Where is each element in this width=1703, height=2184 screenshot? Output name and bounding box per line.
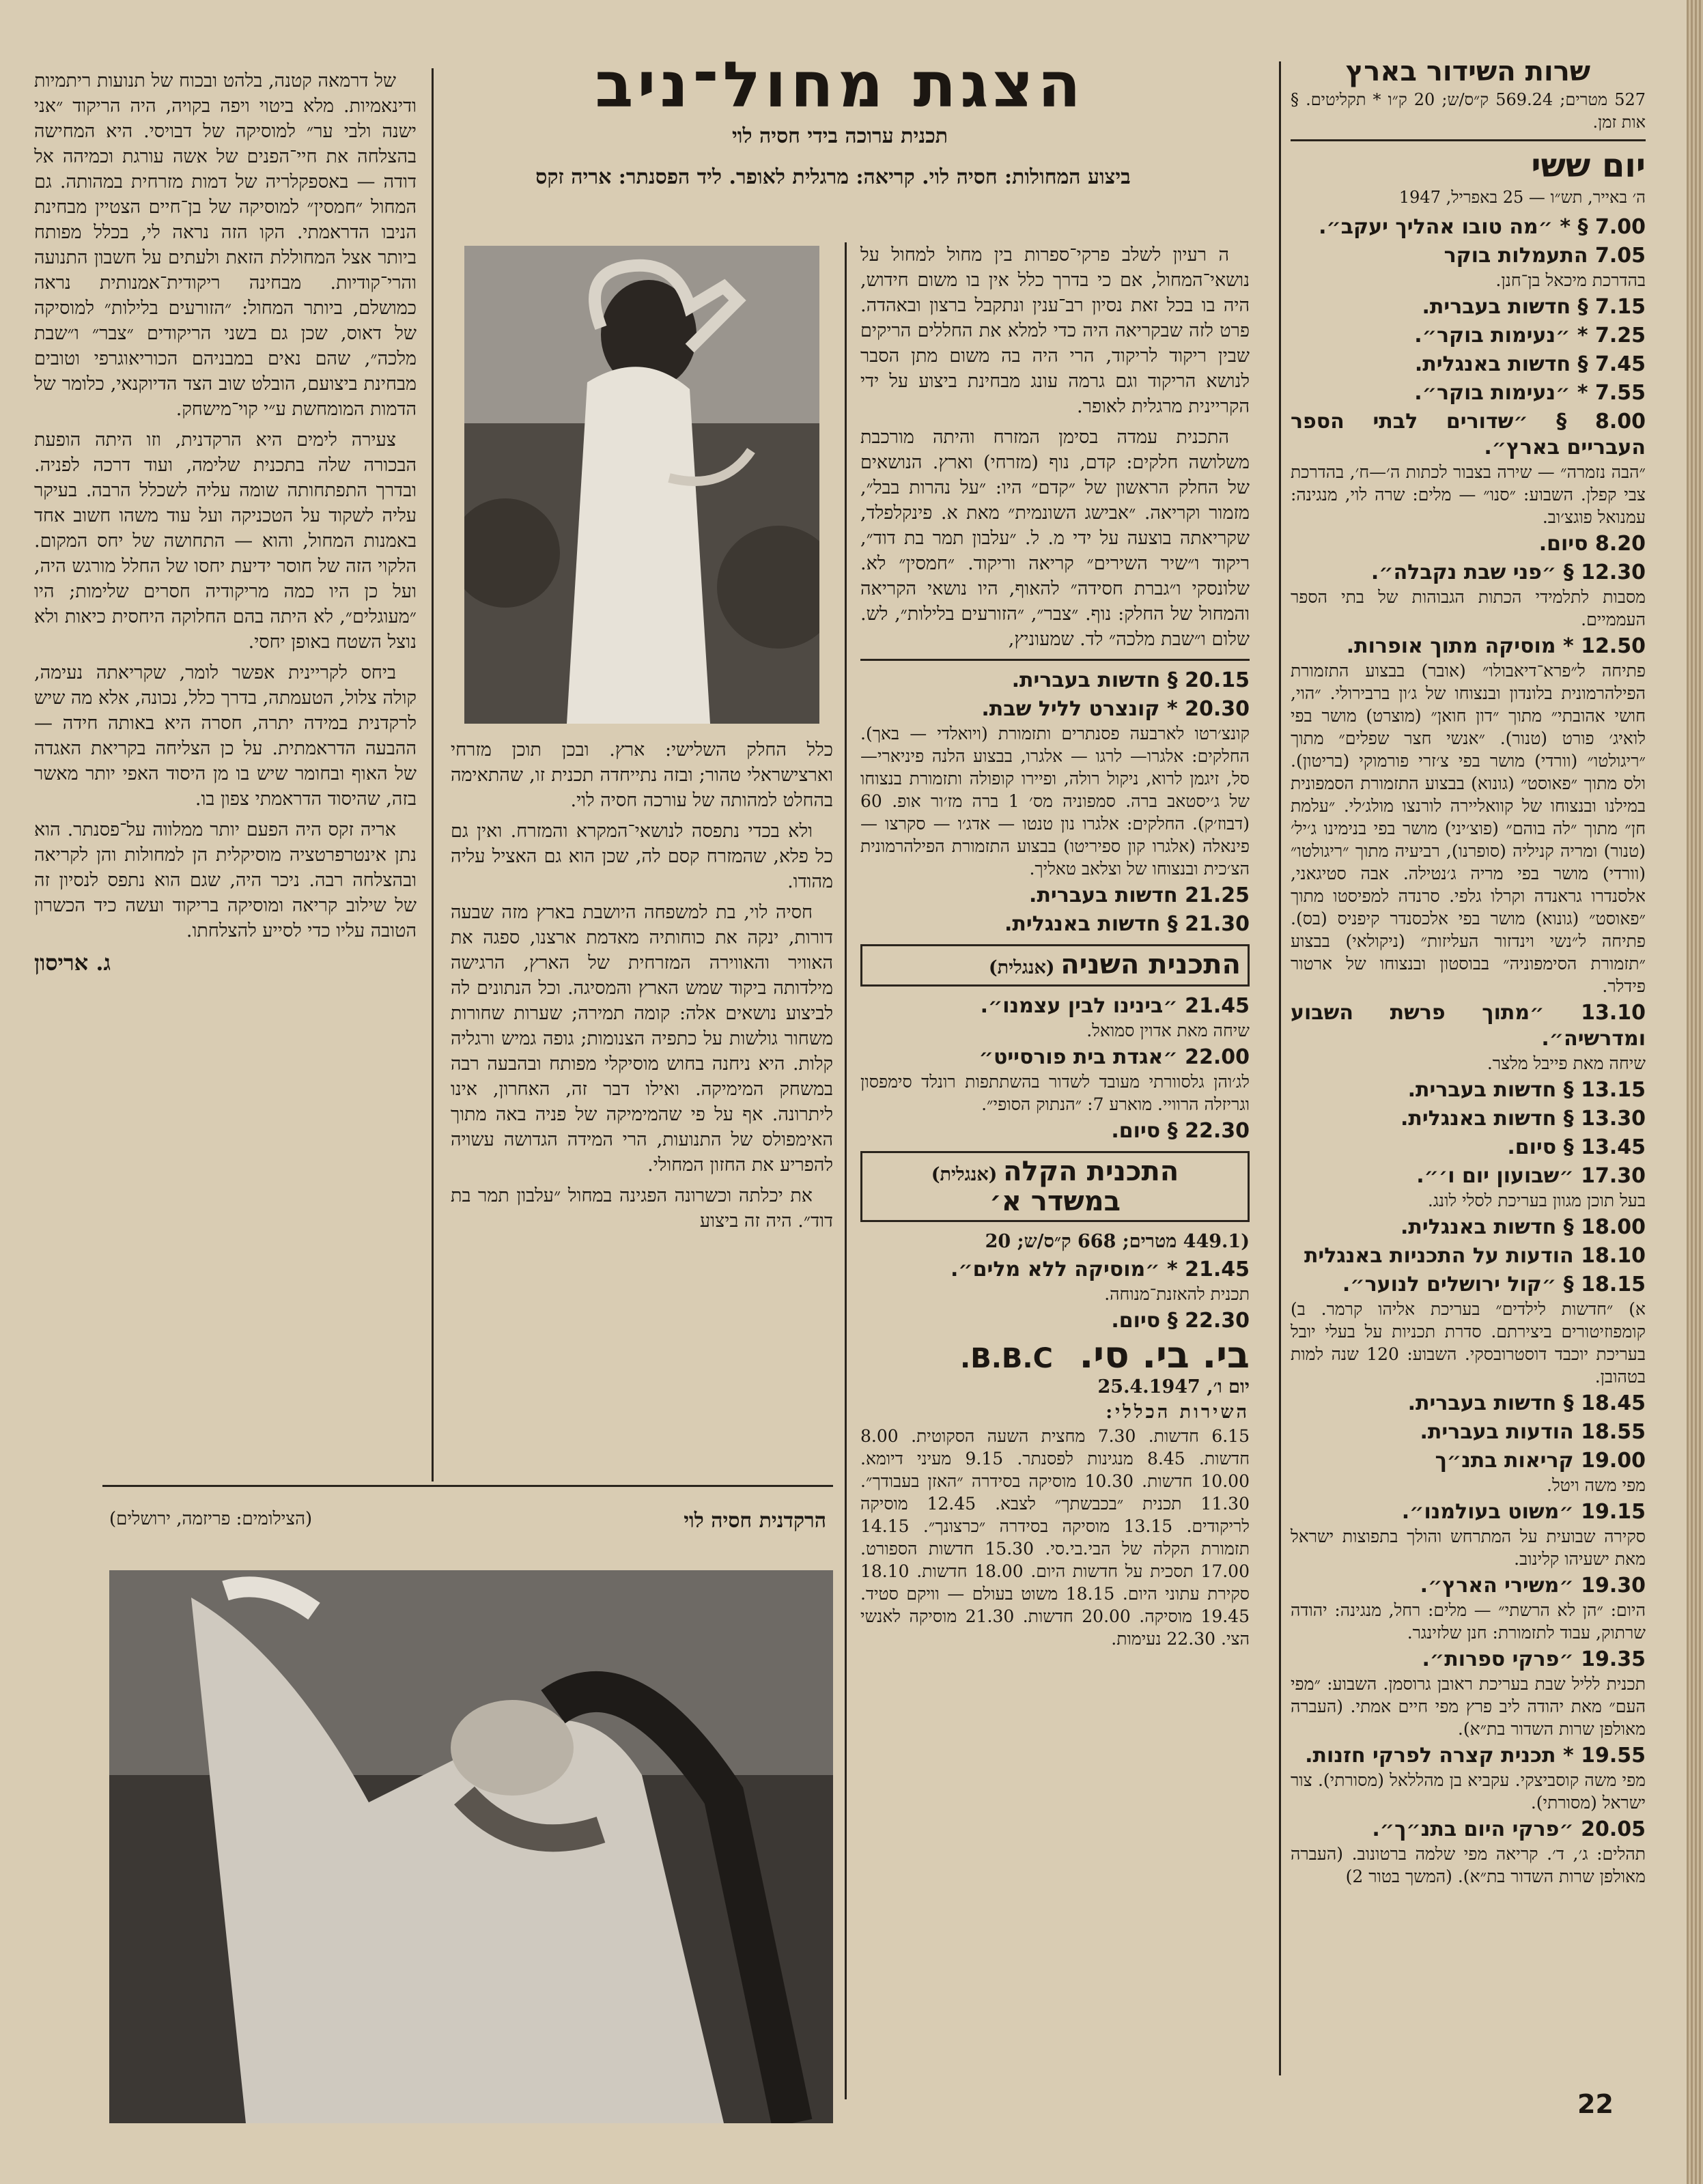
column-rule	[845, 242, 847, 1430]
schedule-entry-title: 20.15 § חדשות בעברית.	[1011, 668, 1250, 692]
schedule-entry-title: 13.45 § סיום.	[1507, 1135, 1646, 1159]
schedule-entry-title: 8.00 § ״שדורים לבתי הספר העבריים בארץ״.	[1291, 410, 1646, 459]
article-paragraph: ולא בכדי נתפסה לנושאי־המקרא והמזרח. ואין גם כל פלא, שהמזרח קסם לה, שכן הוא גם האציל עליה מהודו.	[451, 821, 833, 892]
schedule-entry-description: סקירה שבועית על המתרחש והולך בתפוצות ישראל מאת ישעיהו קלינוב.	[1291, 1527, 1646, 1569]
schedule-entry-title: 18.10 הודעות על התכניות באנגלית	[1304, 1244, 1646, 1268]
bbc-service: השירות הכללי:	[1106, 1402, 1250, 1423]
schedule-entry-title: 21.45 ״בינינו לבין עצמנו״.	[980, 994, 1250, 1018]
schedule-entries	[1291, 214, 1646, 1888]
second-lang: (אנגלית)	[988, 957, 1055, 978]
schedule-entry-title: 19.00 קריאות בתנ״ך	[1435, 1449, 1646, 1473]
bbc-text: 6.15 חדשות. 7.30 מחצית השעה הסקוטית. 8.00 חדשות. 8.45 מנגינות לפסנתר. 9.15 מעיני דיומא. 10.00 חדשות. 10.30 מוסיקה בסידרה ״האזן בעבודך״. 11.30 תכנית ״בכבשתך״ לצבא. 12.45 מוסיקה לריקודים. 13.15 מוסיקה בסידרה ״כרצונך״. 14.15 תזמורת הקלה של הבי.בי.סי. 15.30 חדשות הספורט. 17.00 תסכית על חדשות היום. 18.00 חדשות. 18.10 סקירת עתוני היום. 18.15 משוט בעולם — וויקם סטיד. 19.45 מוסיקה. 20.00 חדשות. 21.30 מוסיקה לאנשי הצי. 22.30 נעימות.	[860, 1426, 1250, 1649]
headline-title: הצגת מחול־ניב	[595, 48, 1085, 122]
article-col3-paragraphs	[451, 819, 833, 1234]
schedule-entry-description: תהלים: ג׳, ד׳. קריאה מפי שלמה ברטונוב. (העברה מאולפן שרות השדור בת״א). (המשך בטור 2)	[1291, 1844, 1646, 1886]
schedule-entry-description: בעל תוכן מגוון בעריכת לסלי לונג.	[1427, 1191, 1646, 1210]
light-title: התכנית הקלה	[1003, 1156, 1179, 1187]
schedule-entry-title: 12.30 § ״פני שבת נקבלה״.	[1370, 561, 1646, 584]
schedule-entry-title: 22.00 ״אגדת בית פורסייט״	[979, 1045, 1250, 1069]
schedule-entry-description: היום: ״הן לא הרשתי״ — מלים: רחל, מנגינה: יהודה שרתוק, עבוד לתזמורת: חנן שלזינגר.	[1291, 1600, 1646, 1643]
schedule-entry-title: 18.55 הודעות בעברית.	[1420, 1420, 1646, 1444]
schedule-entry-title: 19.30 ״משירי הארץ״.	[1420, 1574, 1646, 1598]
schedule-entry-title: 20.05 ״פרקי היום בתנ״ך״.	[1372, 1817, 1646, 1841]
date-line: ה׳ באייר, תש״ו — 25 באפריל, 1947	[1398, 188, 1646, 207]
article-paragraph: אריה זקס היה הפעם יותר ממלווה על־פסנתר. הוא נתן אינטרפרטציה מוסיקלית הן למחולות והן לקריאה ובהצלחה רבה. ניכר היה, שגם הוא נתפס לנסיון זה של שילוב קריאה ומוסיקה בריקוד ועשה כיד הכשרון הטובה עליו כדי לסייע להצלחתו.	[34, 819, 417, 941]
article-mid-paragraphs	[860, 242, 1250, 652]
photo-caption-row	[109, 1509, 826, 1533]
radio-schedule-column	[1291, 55, 1646, 1888]
section-rule	[102, 1485, 833, 1487]
schedule-entry-title: 7.15 § חדשות בעברית.	[1422, 295, 1646, 319]
article-middle-column	[860, 242, 1250, 1650]
schedule-entry-description: ״הבה נזמרה״ — שירה בצבור לכתות ה׳—ח׳, בהדרכת צבי קפלן. השבוע: ״סנו״ — מלים: שרה לוי, מנגינה: עמנואל פוגצ׳וב.	[1291, 462, 1646, 527]
second-program-box	[860, 944, 1250, 987]
schedule-entry-title: 19.15 ״משוט בעולמנו״.	[1401, 1500, 1646, 1524]
schedule-entry-description: לג׳והן גלסוורתי מעובד לשדור בהשתתפות רונלד סימפסון וגריזלה הרוויי. מוארע 7: ״הנתוק הסופי״.	[860, 1072, 1250, 1114]
schedule-entry-title: 18.15 § ״קול ירושלים לנוער״.	[1342, 1273, 1646, 1296]
schedule-entry-title: 19.35 ״פרקי ספרות״.	[1422, 1647, 1646, 1671]
schedule-entry-title: 21.30 § חדשות באנגלית.	[1004, 912, 1250, 936]
schedule-entry-title: 19.55 * תכנית קצרה לפרקי חזנות.	[1305, 1744, 1646, 1768]
photo-caption: הרקדנית חסיה לוי	[684, 1509, 826, 1533]
light-program-box	[860, 1151, 1250, 1222]
article-paragraph: את יכלתה וכשרונה הפגינה במחול ״עלבון תמר בת דוד״. היה זה ביצוע	[451, 1185, 833, 1232]
schedule-entry-description: בהדרכת מיכאל בן־חנן.	[1495, 270, 1646, 290]
schedule-entry-title: 18.45 § חדשות בעברית.	[1407, 1391, 1646, 1415]
schedule-entry-title: 18.00 § חדשות באנגלית.	[1400, 1215, 1646, 1239]
radio-mid-schedule	[860, 668, 1250, 937]
article-headline	[430, 48, 1250, 191]
article-signature: ג. אריסון	[34, 950, 111, 976]
schedule-entry-title: 17.30 ״שבועון יום ו׳״.	[1416, 1164, 1646, 1188]
headline-subtitle: תכנית ערוכה בידי חסיה לוי	[731, 124, 948, 148]
headline-credits: ביצוע המחולות: חסיה לוי. קריאה: מרגלית לאופר. ליד הפסנתר: אריה זקס	[535, 165, 1131, 189]
schedule-header-sub: 527 מטרים; 569.24 ק״ס/ש; 20 ק״ו * תקליטים. § אות זמן.	[1291, 90, 1646, 132]
schedule-entry-title: 7.00 § * ״מה טובו אהליך יעקב״.	[1319, 215, 1646, 239]
bbc-title: בי. בי. סי.	[1079, 1333, 1250, 1376]
article-col3-top: כלל החלק השלישי: ארץ. ובכן תוכן מזרחי וארצישראלי טהור; ובזה נתייחדה תכנית זו, שהתאימה בהחלט למהותה של עורכה חסיה לוי.	[451, 739, 833, 811]
schedule-entry-title: 13.30 § חדשות באנגלית.	[1400, 1107, 1646, 1131]
schedule-entry-title: 22.30 § סיום.	[1111, 1309, 1250, 1333]
second-title: התכנית השניה	[1060, 949, 1241, 980]
article-paragraph: ה רעיון לשלב פרקי־ספרות בין מחול למחול על נושאי־המחול, אם כי בדרך כלל אין בו משום חידוש, היה בו בכל זאת נסיון רב־ענין ונתקבל ברצון ובאהדה. פרט לזה שבקריאה היה כדי למלא את החללים הריקים שבין ריקוד לריקוד, הרי היה בה משום מתן הסבר לנושא הריקוד וגם גרמה עונג מבחינת ביצוע על ידי הקריינית מרגלית לאופר.	[860, 244, 1250, 417]
schedule-entry-description: מפי משה ויטל.	[1547, 1475, 1646, 1495]
schedule-entry-description: מפי משה קוסביצקי. עקביא בן מהללאל (מסורתי). צור ישראל (מסורתי).	[1291, 1770, 1646, 1813]
schedule-entry-title: 7.45 § חדשות באנגלית.	[1414, 352, 1646, 376]
column-rule	[845, 1430, 847, 2099]
bbc-date: יום ו׳, 25.4.1947	[1097, 1376, 1250, 1398]
article-paragraph: צעירה לימים היא הרקדנית, וזו היתה הופעת הבכורה שלה בתכנית שלימה, ועוד דרכה לפניה. ובדרך התפתחותה שומה עליה לשכלל הרבה. בעיקר עליה לשקוד על הטכניקה ועל עוד משהו חשוב אחד באמנות המחול, והוא — התחושה של יחס המקום. הלקוי הזה של חוסר ידיעת יחסו של החלל מורגש היה, ועל כן היו כמה מריקודיה חסרים שלימות; היו ״מעוגלים״, לא היתה בהם החלוקה היחסית כיאות ולא נוצל השטח באופן יחסי.	[34, 429, 417, 653]
book-edge	[1687, 0, 1703, 2184]
schedule-entry-title: 13.15 § חדשות בעברית.	[1407, 1078, 1646, 1102]
bbc-latin: B.B.C.	[960, 1343, 1053, 1374]
light-program-entries	[860, 1257, 1250, 1334]
schedule-entry-title: 13.10 ״מתוך פרשת השבוע ומדרשיה״.	[1291, 1001, 1646, 1051]
article-paragraph: של דרמאה קטנה, בלהט ובכוח של תנועות ריתמיות ודינאמיות. מלא ביטוי ויפה בקויה, היה הריקוד ״אני ישנה ולבי ער״ למוסיקה של דבויסי. היא המחישה בהצלחה את חיי־הפנים של אשה עורגת וכמיהה אל דודה — באספקלריה של דמות מזרחית במהותה. גם המחול ״חמסין״ למוסיקה של בן־חיים הצטיין מבחינת הניבו הדראמתי. הקו הזה נראה לי, בכלל מפותח ביותר אצל המחוללת הזאת ולעתים על חשבון התנועה והרי־קודיות. מבחינה ריקודית־אמנותית נראה כמושלם, ביותר המחול: ״הזורעים בלילות״ למוסיקה של דאוס, שכן גם בשני הריקודים ״צבר״ ו״שבת מלכה״, שהם נאים במבניהם הכוריאוגרפי וטובים מבחינת ביצועם, הובלט שוב הצד הדיוקנאי, כלומר של הדמות המומחשת ע״י קוי־מישחק.	[34, 70, 417, 420]
article-paragraph: חסיה לוי, בת למשפחה היושבת בארץ מזה שבעה דורות, ינקה את כוחותיה מאדמת ארצנו, ספגה את האוויר והאווירה המזרחית של הארץ, הרגישה מילדותה ביקוד שמש הארץ והמסיגה. וכל הנתונים לה לביצוע נושאים אלה: קומה תמירה; שערות שחורות משחור גולשות על כתפיה הצנומות; גופה גמיש ורגליה קלות. היא ניחנה בחוש מוסיקלי מפותח ובהבעה רבה במשחק המימיקה. ואילו דבר זה, האחרון, אינו ליתרונה. אף על פי שהמימיקה של פניה באה מתוך האימפולס של התנועות, הרי המידה הגדושה עשויה להפריע את החזון המחולי.	[451, 902, 833, 1176]
page-number: 22	[1577, 2089, 1614, 2119]
day-title: יום ששי	[1531, 147, 1646, 185]
schedule-entry-title: 7.55 * ״נעימות בוקר״.	[1414, 381, 1646, 405]
schedule-entry-title: 20.30 * קונצרט לליל שבת.	[981, 697, 1250, 721]
dancer-photo-top	[464, 246, 819, 724]
schedule-entry-description: שיחה מאת אדוין סמואל.	[1086, 1021, 1250, 1040]
light-lang: (אנגלית)	[931, 1164, 998, 1185]
dancer-photo-bottom	[109, 1570, 833, 2123]
schedule-entry-title: 7.25 * ״נעימות בוקר״.	[1414, 324, 1646, 348]
schedule-entry-title: 7.05 התעמלות בוקר	[1444, 244, 1646, 268]
schedule-entry-title: 21.25 חדשות בעברית.	[1029, 883, 1250, 907]
schedule-entry-description: שיחה מאת פייבל מלצר.	[1487, 1053, 1646, 1073]
article-paragraph: התכנית עמדה בסימן המזרח והיתה מורכבת משלושה חלקים: קדם, נוף (מזרחי) וארץ. הנושאים של החלק הראשון של ״קדם״ היו: ״על נהרות בבל״, מזמור וקריאה. ״אבישג השונמית״ מאת א. פינקלפלד, שקריאתה בוצעה על ידי מ. ל. ״עלבון תמר בת דוד״, ריקוד ו״שיר השירים״ קריאה וריקוד. ״חמסין״ לא. שלונסקי ו״גברת חסידה״ להאוף, היו נושאי הקריאה והמחול של החלק: נוף. ״צבר״, ״הזורעים בלילות״, לש. שלום ו״שבת מלכה״ לד. שמעוניץ,	[860, 427, 1250, 650]
schedule-entry-description: תכנית לליל שבת בעריכת ראובן גרוסמן. השבוע: ״מפי העם״ מאת יהודה ליב פרץ מפי חיים אמתי. (העברה מאולפן שרות השדור בת״א).	[1291, 1674, 1646, 1739]
article-col3	[451, 737, 833, 1239]
schedule-entry-description: א) ״חדשות לילדים״ בעריכת אליהו קרמר. ב) קומפוזיטורים ביצירתם. סדרת תכניות על בעלי יובל בעריכת יוכבד דוסטרובסקי. השבוע: 120 שנה למות בטהובן.	[1291, 1299, 1646, 1387]
article-left-column	[34, 68, 417, 976]
schedule-entry-title: 8.20 סיום.	[1538, 532, 1646, 556]
schedule-entry-title: 21.45 * ״מוסיקה ללא מלים״.	[950, 1258, 1250, 1281]
article-paragraph: ביחס לקריינית אפשר לומר, שקריאתה נעימה, קולה צלול, הטעמתה, בדרך כלל, נכונה, אלא מה שיש לרקדנית במידה יתרה, חסרה היא באותה חידה — ההבעה הדראמתית. על כן הצליחה בקריאת האגדה של האוף ובחומר שיש בו מן היסוד האפי יותר מאשר בזה, שהיסוד הדראמתי צפון בו.	[34, 662, 417, 810]
second-program-entries	[860, 993, 1250, 1144]
column-rule	[432, 68, 434, 1481]
bbc-section	[860, 1333, 1250, 1650]
column-rule	[1279, 61, 1281, 2075]
schedule-entry-description: תכנית להאזנת־מנוחה.	[1104, 1284, 1250, 1304]
schedule-entry-description: פתיחה ל״פרא־דיאבולו״ (אובר) בבצוע התזמורת הפילהרמונית בלונדון ובנצוחו של ג׳ון ברבירולי. ״הוי, חושי אהובתי״ מתוך ״דון חואן״ (מוצרט) מושר בפי לואיג׳ פורט (טנור). ״אנשי חצר שפלים״ מתוך ״ריגולטו״ (וורדי) מושר בפי צ׳זרי פורמוקי (בריטון). ולס מתוך ״פאוסט״ (גונוא) בבצוע התזמורת הסמפונית במילנו ובנצוחו של קוואליירה לורנצו מולג׳לי. ״עלמת חן״ מתוך ״לה בוהם״ (פוצ׳יני) מושר בפי בנימינו ג׳יל׳ (טנור) ומריה קניליה (סופרנו), רביעיה מתוך ״ריגולטו״ (וורדי) מושר בפי מריה ג׳נטילה. אבה סטיגאני, אלסנדרו גראנדה וקרלו גלפי. סרנדה למפיסטו מתוך ״פאוסט״ (גונוא) מושר בפי אלכסנדר קיפניס (בס). פתיחה ל״נשי וינדזור העליזות״ (ניקולאי) בבצוע ״תזמורת הסימפוניה״ בבוסטון ובנצוחו של ארטור פידלר.	[1291, 661, 1646, 996]
article-left-paragraphs	[34, 68, 417, 944]
schedule-entry-description: קונצ׳רטו לארבעה פסנתרים ותזמורת (ויואלדי — באך). החלקים: אלגרו— לרגו — אלגרו, בבצוע הלנה פיניארי— סל, זיגמן לרוא, ניקול רולה, ופיירו קופולה ותזמורת בנצוחו של ג׳יסטאב ברה. סמפוניה מס׳ 1 ברה מז׳ור אופ. 60 (דבוז׳ק). החלקים: אלגרו נון טנטו — אדג׳ו — סקרצו — פינאלה (אלגרו קון ספיריטו) בבצוע התזמורת הפילהרמונית הצ׳כית ובנצוחו של וצלאב טאליך.	[860, 724, 1250, 879]
light-freq: (449.1 מטרים; 668 ק״ס/ש; 20	[985, 1231, 1250, 1252]
schedule-entry-title: 12.50 * מוסיקה מתוך אופרות.	[1346, 634, 1646, 658]
schedule-entry-description: מסבות לתלמידי הכתות הגבוהות של בתי הספר העממיים.	[1291, 587, 1646, 629]
schedule-header: שרות השידור בארץ	[1345, 56, 1591, 87]
light-sub: במשדר א׳	[989, 1186, 1121, 1217]
schedule-entry-title: 22.30 § סיום.	[1111, 1119, 1250, 1143]
photo-credit: (הצילומים: פריזמה, ירושלים)	[109, 1509, 313, 1529]
